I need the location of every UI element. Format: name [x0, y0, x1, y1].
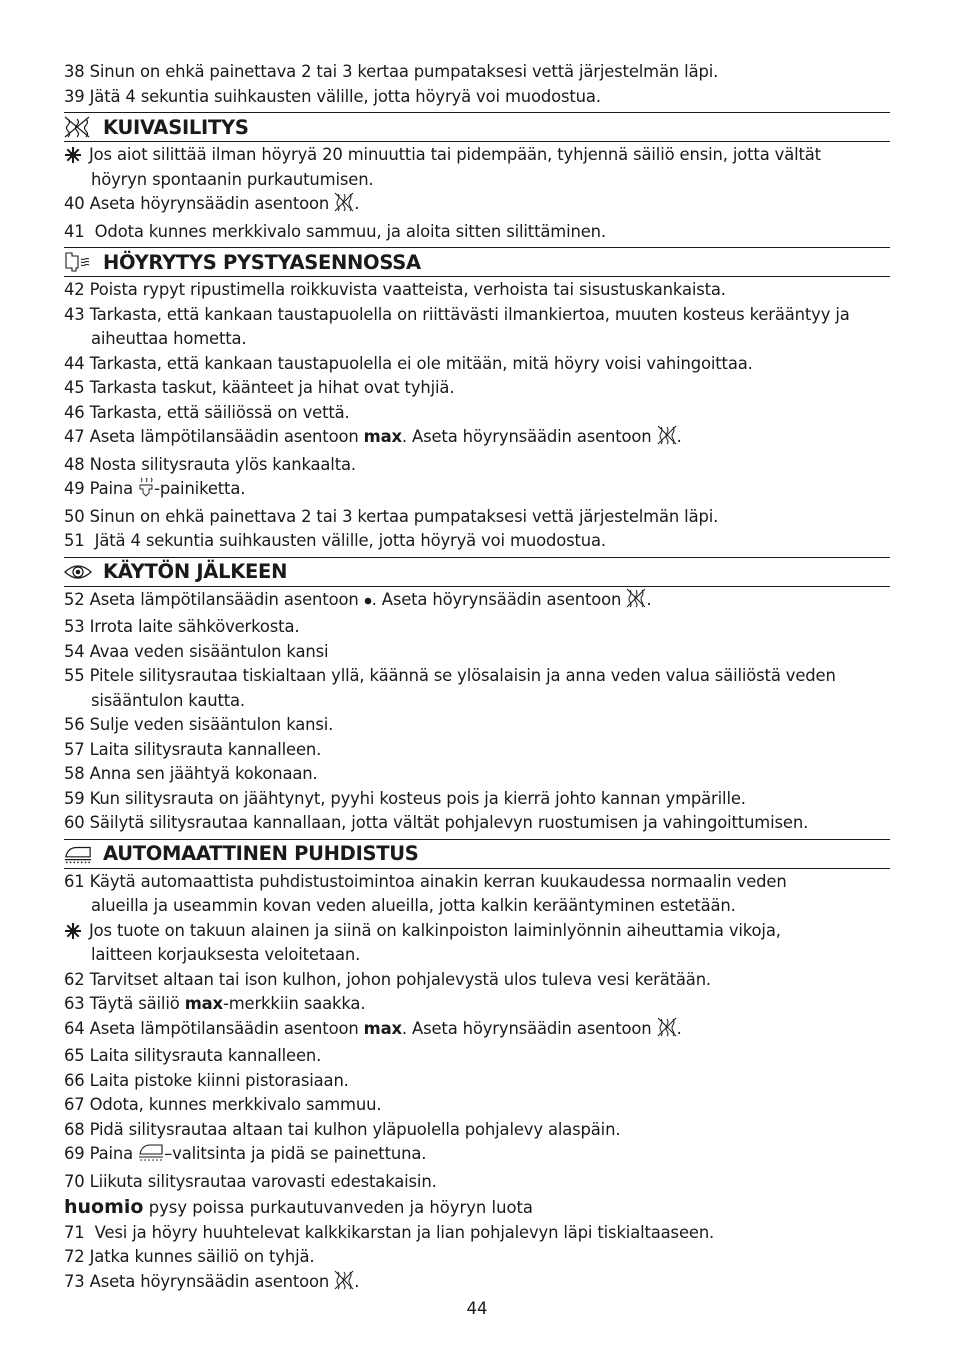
- item-text: -painiketta.: [154, 479, 246, 498]
- no-steam-icon: [334, 192, 354, 220]
- item-number: 50: [64, 506, 85, 526]
- item-number: 63: [64, 994, 85, 1013]
- list-item: [64, 787, 890, 812]
- item-text: Tarkasta, että säiliössä on vettä.: [89, 402, 350, 422]
- list-item: [64, 376, 890, 401]
- item-text-continued: sisääntulon kautta.: [91, 690, 245, 710]
- caution-note: [64, 1195, 890, 1221]
- item-number: 44: [64, 353, 85, 373]
- list-item: [64, 60, 890, 85]
- warning-text: Jos tuote on takuun alainen ja siinä on kalkinpoiston laiminlyönnin aiheuttamia vikoja,: [89, 920, 781, 940]
- list-item: [64, 1142, 890, 1170]
- list-item: [64, 85, 890, 110]
- item-text: Jätä 4 sekuntia suihkausten välille, jotta höyryä voi muodostua.: [89, 531, 606, 550]
- item-number: 60: [64, 813, 85, 832]
- warning-text: Jos aiot silittää ilman höyryä 20 minuuttia tai pidempään, tyhjennä säiliö ensin, jotta vältät: [89, 145, 821, 164]
- item-number: 55: [64, 666, 85, 685]
- item-text: Anna sen jäähtyä kokonaan.: [89, 764, 318, 783]
- item-text-end: .: [676, 1018, 682, 1038]
- list-item: [64, 640, 890, 665]
- manual-page: [64, 60, 890, 1297]
- item-number: 70: [64, 1171, 85, 1191]
- item-text: Käytä automaattista puhdistustoimintoa ainakin kerran kuukaudessa normaalin veden: [89, 871, 787, 891]
- no-steam-icon: [657, 425, 677, 453]
- list-item: [64, 278, 890, 303]
- item-text: Nosta silitysrauta ylös kankaalta.: [89, 454, 356, 474]
- section-heading-hoyrytys: [64, 247, 890, 277]
- item-text: Paina: [89, 479, 139, 498]
- warning-star-icon: [64, 143, 89, 168]
- warning-note: [64, 143, 890, 168]
- item-text: Pidä silitysrautaa altaan tai kulhon yläpuolella pohjalevy alaspäin.: [89, 1119, 621, 1139]
- item-number: 56: [64, 715, 85, 734]
- list-item: [64, 1017, 890, 1045]
- item-text: Poista rypyt ripustimella roikkuvista vaatteista, verhoista tai sisustuskankaista.: [89, 280, 726, 299]
- item-text: Sinun on ehkä painettava 2 tai 3 kertaa pumpataksesi vettä järjestelmän läpi.: [89, 506, 719, 526]
- item-number: 54: [64, 641, 85, 661]
- item-text: Jätä 4 sekuntia suihkausten välille, jotta höyryä voi muodostua.: [89, 86, 601, 106]
- list-item: [64, 968, 890, 993]
- item-text-end: .: [676, 427, 682, 446]
- caution-label: huomio: [64, 1196, 144, 1218]
- section-title: KUIVASILITYS: [103, 115, 249, 139]
- list-item: [64, 1170, 890, 1195]
- item-text-end: .: [354, 194, 360, 213]
- one-dot-temperature-icon: [364, 588, 372, 616]
- item-number: 41: [64, 221, 85, 241]
- item-number: 59: [64, 788, 85, 808]
- section-heading-kuivasilitys: [64, 112, 890, 142]
- item-text: Aseta lämpötilansäädin asentoon: [89, 589, 364, 609]
- item-text: Säilytä silitysrautaa kannallaan, jotta vältät pohjalevyn ruostumisen ja vahingoittumisen.: [89, 813, 809, 832]
- item-text-end: .: [646, 589, 652, 609]
- item-text: Täytä säiliö: [89, 994, 185, 1013]
- list-item: [64, 1118, 890, 1143]
- item-text: Tarkasta, että kankaan taustapuolella on riittävästi ilmankiertoa, muuten kosteus kerääntyy ja: [89, 304, 850, 324]
- item-number: 65: [64, 1046, 85, 1065]
- item-text: Aseta lämpötilansäädin asentoon: [89, 427, 364, 446]
- item-text: Irrota laite sähköverkosta.: [89, 617, 300, 636]
- no-steam-icon: [64, 116, 92, 138]
- list-item: [64, 615, 890, 640]
- list-item: [64, 303, 890, 328]
- warning-star-icon: [64, 919, 89, 944]
- section-title: AUTOMAATTINEN PUHDISTUS: [103, 842, 419, 865]
- list-item: [64, 477, 890, 505]
- item-text: . Aseta höyrynsäädin asentoon: [401, 1018, 657, 1038]
- item-text: Kun silitysrauta on jäähtynyt, pyyhi kosteus pois ja kierrä johto kannan ympärille.: [89, 788, 746, 808]
- item-text: Tarkasta, että kankaan taustapuolella ei ole mitään, mitä höyry voisi vahingoittaa.: [89, 353, 753, 373]
- vertical-steam-icon: [64, 251, 92, 273]
- list-item: [64, 1270, 890, 1298]
- item-number: 69: [64, 1144, 85, 1163]
- list-item: [64, 401, 890, 426]
- item-text: –valitsinta ja pidä se painettuna.: [164, 1144, 427, 1163]
- list-item: [64, 352, 890, 377]
- item-text: Laita silitysrauta kannalleen.: [89, 1046, 322, 1065]
- item-text-end: .: [354, 1271, 360, 1291]
- list-item: [64, 505, 890, 530]
- list-item: [64, 453, 890, 478]
- list-item: [64, 220, 890, 245]
- list-item: [64, 870, 890, 895]
- item-number: 64: [64, 1018, 85, 1038]
- item-text: Liikuta silitysrautaa varovasti edestakaisin.: [89, 1171, 437, 1191]
- item-number: 39: [64, 86, 85, 106]
- item-number: 42: [64, 280, 85, 299]
- item-number: 52: [64, 589, 85, 609]
- warning-note: [64, 919, 890, 944]
- section-heading-kayton-jalkeen: [64, 557, 890, 587]
- item-number: 57: [64, 739, 85, 759]
- item-text: Laita pistoke kiinni pistorasiaan.: [89, 1070, 349, 1090]
- caution-text: pysy poissa purkautuvanveden ja höyryn luota: [143, 1198, 533, 1217]
- item-number: 53: [64, 617, 85, 636]
- section-title: KÄYTÖN JÄLKEEN: [103, 560, 288, 583]
- list-item: [64, 192, 890, 220]
- item-text: Aseta lämpötilansäädin asentoon: [89, 1018, 364, 1038]
- list-item: [64, 1245, 890, 1270]
- list-item: [64, 425, 890, 453]
- no-steam-icon: [657, 1017, 677, 1045]
- item-number: 51: [64, 531, 85, 550]
- list-item: [64, 992, 890, 1017]
- item-number: 68: [64, 1119, 85, 1139]
- item-number: 67: [64, 1095, 85, 1114]
- item-text: Odota, kunnes merkkivalo sammuu.: [89, 1095, 382, 1114]
- item-text-continued: aiheuttaa hometta.: [91, 329, 247, 348]
- item-number: 58: [64, 764, 85, 783]
- item-text: -merkkiin saakka.: [222, 994, 366, 1013]
- item-number: 47: [64, 427, 85, 446]
- item-number: 66: [64, 1070, 85, 1090]
- list-item: [64, 1093, 890, 1118]
- item-number: 48: [64, 454, 85, 474]
- list-item: [64, 762, 890, 787]
- item-text: Aseta höyrynsäädin asentoon: [89, 1271, 330, 1291]
- item-text: Tarkasta taskut, käänteet ja hihat ovat tyhjiä.: [89, 378, 455, 397]
- no-steam-icon: [626, 588, 646, 616]
- no-steam-icon: [334, 1270, 354, 1298]
- item-number: 49: [64, 479, 85, 498]
- item-text: Odota kunnes merkkivalo sammuu, ja aloita sitten silittäminen.: [89, 221, 606, 241]
- item-number: 45: [64, 378, 85, 397]
- section-heading-automaattinen-puhdistus: [64, 839, 890, 869]
- item-text: . Aseta höyrynsäädin asentoon: [371, 589, 627, 609]
- item-text: Sulje veden sisääntulon kansi.: [89, 715, 334, 734]
- list-item: [64, 664, 890, 689]
- setting-max: max: [363, 1018, 402, 1038]
- list-item: [64, 1069, 890, 1094]
- item-text: Vesi ja höyry huuhtelevat kalkkikarstan ja lian pohjalevyn läpi tiskialtaaseen.: [89, 1222, 715, 1242]
- item-number: 46: [64, 402, 85, 422]
- item-text: Aseta höyrynsäädin asentoon: [89, 194, 330, 213]
- item-text: Laita silitysrauta kannalleen.: [89, 739, 322, 759]
- list-item: [64, 529, 890, 554]
- setting-max: max: [363, 427, 402, 446]
- setting-max: max: [184, 994, 223, 1013]
- list-item: [64, 1221, 890, 1246]
- shot-of-steam-icon: [138, 477, 154, 505]
- item-number: 62: [64, 969, 85, 989]
- eye-icon: [64, 561, 92, 583]
- item-text: Pitele silitysrautaa tiskialtaan yllä, käännä se ylösalaisin ja anna veden valua säiliöstä veden: [89, 666, 836, 685]
- item-number: 71: [64, 1222, 85, 1242]
- item-number: 43: [64, 304, 85, 324]
- list-item: [64, 713, 890, 738]
- item-number: 40: [64, 194, 85, 213]
- item-number: 38: [64, 62, 85, 81]
- item-number: 72: [64, 1247, 85, 1266]
- item-text-continued: alueilla ja useammin kovan veden alueilla, jotta kalkin kerääntyminen estetään.: [91, 896, 736, 915]
- item-text: . Aseta höyrynsäädin asentoon: [401, 427, 657, 446]
- self-clean-icon: [138, 1142, 164, 1170]
- self-clean-icon: [64, 843, 92, 865]
- warning-text-continued: laitteen korjauksesta veloitetaan.: [91, 945, 361, 964]
- section-title: HÖYRYTYS PYSTYASENNOSSA: [103, 250, 421, 274]
- item-number: 73: [64, 1271, 85, 1291]
- item-text: Sinun on ehkä painettava 2 tai 3 kertaa pumpataksesi vettä järjestelmän läpi.: [89, 62, 719, 81]
- page-number: 44: [466, 1299, 488, 1318]
- list-item: [64, 738, 890, 763]
- warning-text-continued: höyryn spontaanin purkautumisen.: [91, 169, 374, 189]
- list-item: [64, 588, 890, 616]
- item-number: 61: [64, 871, 85, 891]
- list-item: [64, 811, 890, 836]
- list-item: [64, 1044, 890, 1069]
- item-text: Tarvitset altaan tai ison kulhon, johon pohjalevystä ulos tuleva vesi kerätään.: [89, 969, 711, 989]
- item-text: Jatka kunnes säiliö on tyhjä.: [89, 1247, 315, 1266]
- item-text: Avaa veden sisääntulon kansi: [89, 641, 329, 661]
- item-text: Paina: [89, 1144, 139, 1163]
